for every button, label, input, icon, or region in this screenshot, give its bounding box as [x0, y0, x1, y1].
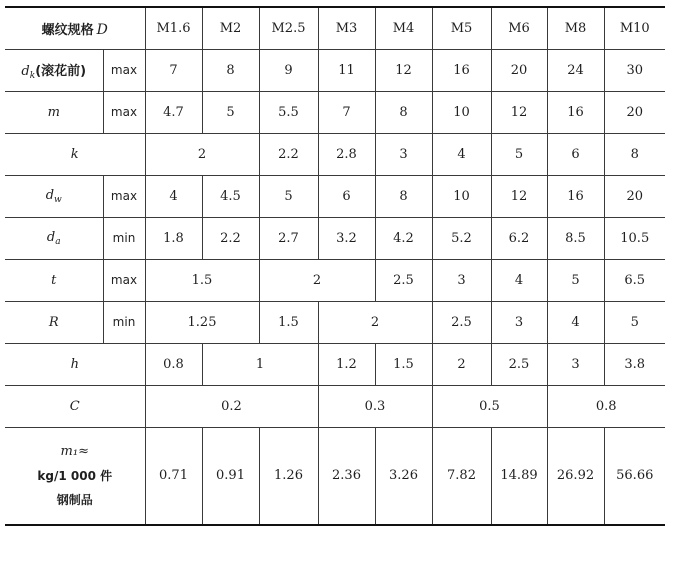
header-label-cell — [5, 7, 145, 49]
value-cell: 8 — [375, 175, 432, 217]
value-cell: 16 — [547, 91, 604, 133]
value-cell: 4.7 — [145, 91, 202, 133]
value-cell: 1.5 — [375, 343, 432, 385]
value-cell: 3.8 — [604, 343, 665, 385]
value-cell: 0.8 — [145, 343, 202, 385]
value-cell: 2.8 — [318, 133, 375, 175]
value-cell: 8 — [202, 49, 259, 91]
value-cell: 2 — [432, 343, 491, 385]
value-cell: 1.5 — [145, 259, 259, 301]
value-cell: 16 — [432, 49, 491, 91]
size-header: M8 — [547, 7, 604, 49]
row-dk-symbol: d — [21, 63, 30, 79]
value-cell: 14.89 — [491, 427, 547, 525]
row-t — [5, 259, 665, 301]
value-cell: 26.92 — [547, 427, 604, 525]
value-cell: 8 — [604, 133, 665, 175]
size-header: M3 — [318, 7, 375, 49]
value-cell: 6 — [318, 175, 375, 217]
row-r — [5, 301, 665, 343]
value-cell: 1.5 — [259, 301, 318, 343]
value-cell: 5 — [491, 133, 547, 175]
value-cell: 0.8 — [547, 385, 665, 427]
value-cell: 56.66 — [604, 427, 665, 525]
value-cell: 4.5 — [202, 175, 259, 217]
value-cell: 2 — [318, 301, 432, 343]
header-row — [5, 7, 665, 49]
size-header: M2.5 — [259, 7, 318, 49]
value-cell: 6 — [547, 133, 604, 175]
value-cell: 4.2 — [375, 217, 432, 259]
value-cell: 5 — [547, 259, 604, 301]
value-cell: 4 — [145, 175, 202, 217]
value-cell: 3 — [491, 301, 547, 343]
row-m-symbol: m — [5, 91, 103, 133]
value-cell: 7 — [318, 91, 375, 133]
value-cell: 5.5 — [259, 91, 318, 133]
row-dk — [5, 49, 665, 91]
value-cell: 3 — [547, 343, 604, 385]
value-cell: 16 — [547, 175, 604, 217]
size-header: M5 — [432, 7, 491, 49]
row-dw-symbol: d — [45, 187, 55, 203]
row-k-symbol: k — [5, 133, 145, 175]
value-cell: 12 — [491, 91, 547, 133]
value-cell: 1.8 — [145, 217, 202, 259]
mass-unit: kg/1 000 件 — [37, 468, 113, 483]
row-k — [5, 133, 665, 175]
value-cell: 0.91 — [202, 427, 259, 525]
value-cell: 10.5 — [604, 217, 665, 259]
value-cell: 1.2 — [318, 343, 375, 385]
row-dk-note: (滚花前) — [35, 63, 87, 79]
row-m — [5, 91, 665, 133]
row-da-symbol: d — [46, 229, 56, 245]
row-dw-label — [5, 175, 103, 217]
row-dw-subscript: w — [54, 194, 62, 205]
value-cell: 20 — [491, 49, 547, 91]
value-cell: 4 — [491, 259, 547, 301]
size-header: M4 — [375, 7, 432, 49]
row-h — [5, 343, 665, 385]
row-m-unit: max — [103, 91, 145, 133]
row-r-symbol: R — [5, 301, 103, 343]
size-header: M2 — [202, 7, 259, 49]
value-cell: 10 — [432, 175, 491, 217]
size-header: M10 — [604, 7, 665, 49]
header-symbol: D — [96, 21, 108, 38]
row-mass — [5, 427, 665, 525]
value-cell: 7 — [145, 49, 202, 91]
value-cell: 0.3 — [318, 385, 432, 427]
thread-spec-table — [5, 6, 665, 526]
value-cell: 1 — [202, 343, 318, 385]
value-cell: 24 — [547, 49, 604, 91]
value-cell: 4 — [547, 301, 604, 343]
row-da — [5, 217, 665, 259]
row-dk-subscript: k — [29, 70, 36, 81]
value-cell: 6.5 — [604, 259, 665, 301]
value-cell: 30 — [604, 49, 665, 91]
value-cell: 3.26 — [375, 427, 432, 525]
value-cell: 11 — [318, 49, 375, 91]
value-cell: 20 — [604, 91, 665, 133]
row-h-symbol: h — [5, 343, 145, 385]
value-cell: 2 — [145, 133, 259, 175]
row-dw — [5, 175, 665, 217]
value-cell: 6.2 — [491, 217, 547, 259]
spec-table-container — [5, 6, 665, 526]
row-da-unit: min — [103, 217, 145, 259]
value-cell: 2.5 — [491, 343, 547, 385]
row-t-unit: max — [103, 259, 145, 301]
value-cell: 12 — [491, 175, 547, 217]
value-cell: 0.71 — [145, 427, 202, 525]
row-c-symbol: C — [5, 385, 145, 427]
row-t-symbol: t — [5, 259, 103, 301]
row-da-subscript: a — [55, 236, 61, 247]
value-cell: 4 — [432, 133, 491, 175]
value-cell: 10 — [432, 91, 491, 133]
row-dk-label — [5, 49, 103, 91]
value-cell: 20 — [604, 175, 665, 217]
value-cell: 2 — [259, 259, 375, 301]
value-cell: 2.5 — [432, 301, 491, 343]
value-cell: 3 — [432, 259, 491, 301]
size-header: M6 — [491, 7, 547, 49]
row-c — [5, 385, 665, 427]
value-cell: 2.7 — [259, 217, 318, 259]
row-r-unit: min — [103, 301, 145, 343]
mass-label-block — [5, 440, 145, 512]
value-cell: 12 — [375, 49, 432, 91]
row-dw-unit: max — [103, 175, 145, 217]
value-cell: 5 — [259, 175, 318, 217]
value-cell: 1.25 — [145, 301, 259, 343]
value-cell: 2.36 — [318, 427, 375, 525]
value-cell: 8.5 — [547, 217, 604, 259]
row-dk-unit: max — [103, 49, 145, 91]
value-cell: 2.2 — [202, 217, 259, 259]
value-cell: 8 — [375, 91, 432, 133]
value-cell: 7.82 — [432, 427, 491, 525]
mass-material: 钢制品 — [56, 492, 93, 507]
header-label: 螺纹规格 — [41, 22, 94, 38]
value-cell: 5 — [202, 91, 259, 133]
value-cell: 1.26 — [259, 427, 318, 525]
value-cell: 3.2 — [318, 217, 375, 259]
value-cell: 9 — [259, 49, 318, 91]
value-cell: 3 — [375, 133, 432, 175]
value-cell: 5.2 — [432, 217, 491, 259]
value-cell: 2.2 — [259, 133, 318, 175]
row-mass-label — [5, 427, 145, 525]
value-cell: 0.2 — [145, 385, 318, 427]
row-da-label — [5, 217, 103, 259]
size-header: M1.6 — [145, 7, 202, 49]
mass-symbol: m₁≈ — [60, 443, 89, 459]
value-cell: 0.5 — [432, 385, 547, 427]
value-cell: 2.5 — [375, 259, 432, 301]
value-cell: 5 — [604, 301, 665, 343]
